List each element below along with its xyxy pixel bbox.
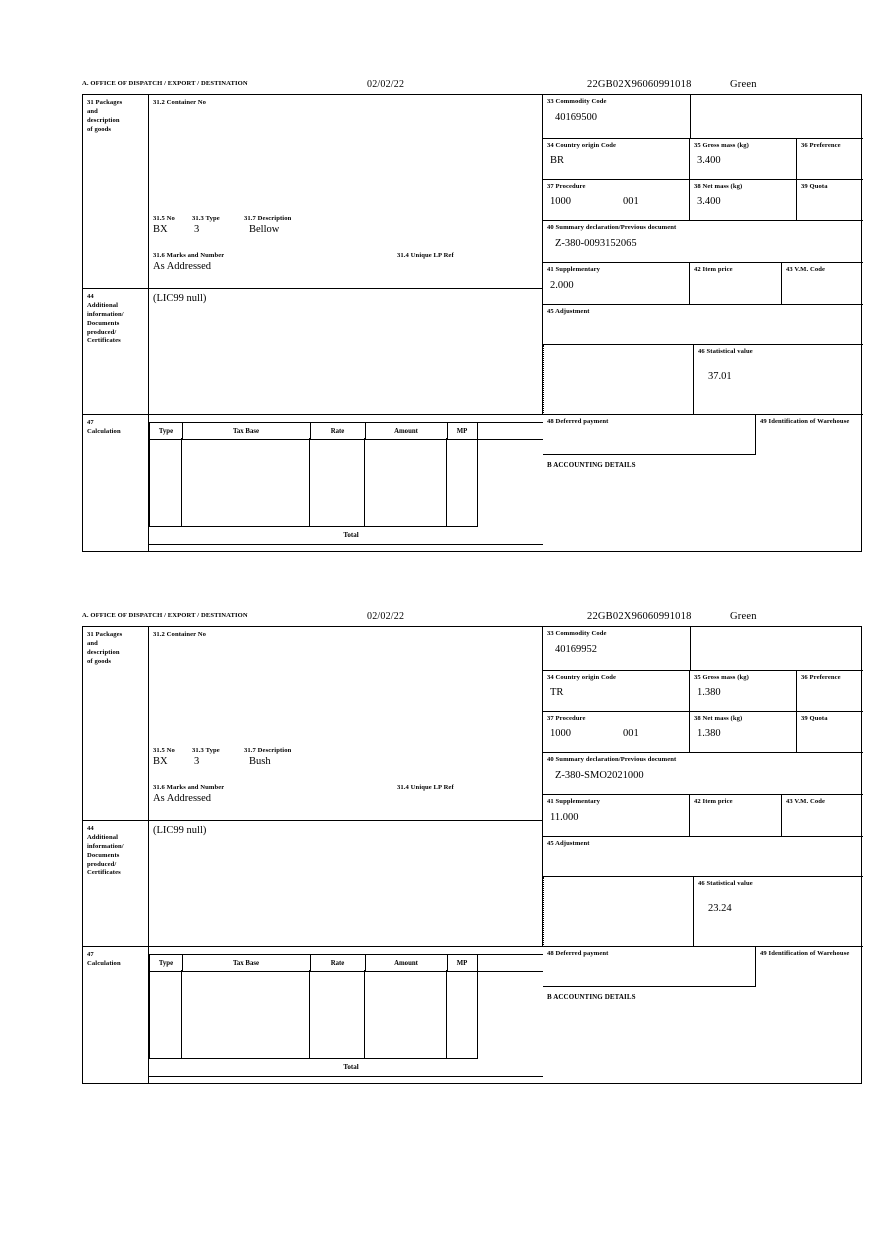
preference-label: 36 Preference: [801, 674, 841, 681]
box-44-additional-information: [149, 821, 543, 947]
box-39-quota: [797, 712, 863, 753]
box-41-supplementary: [543, 263, 690, 305]
accounting-details-label: B ACCOUNTING DETAILS: [547, 993, 636, 1001]
box-49-identification-warehouse: [756, 947, 863, 987]
box-31-label: 31 Packages and description of goods: [83, 627, 149, 821]
box-45-adjustment: [543, 305, 863, 345]
procedure-value-1: 1000: [550, 196, 571, 207]
container-no-label: 31.2 Container No: [153, 631, 207, 638]
commodity-code-label: 33 Commodity Code: [547, 98, 607, 105]
form-header: [82, 78, 862, 94]
calculation-total-label: Total: [343, 531, 359, 539]
commodity-code-value: 40169500: [555, 112, 597, 123]
packages-no-label: 31.5 No: [153, 747, 175, 754]
box-44-label: 44 Additional information/ Documents produced/ Certificates: [83, 289, 149, 415]
unique-lp-ref-label: 31.4 Unique LP Ref: [397, 784, 454, 791]
country-origin-value: TR: [550, 687, 564, 698]
box-38-net-mass: [690, 712, 797, 753]
adjustment-label: 45 Adjustment: [547, 840, 590, 847]
box-39-quota: [797, 180, 863, 221]
unique-lp-ref-label: 31.4 Unique LP Ref: [397, 252, 454, 259]
gross-mass-label: 35 Gross mass (kg): [694, 674, 749, 681]
box-33-commodity-code: [543, 95, 863, 139]
column-header-mp: MP: [447, 423, 478, 439]
box-38-net-mass: [690, 180, 797, 221]
box-43-vm-code: [782, 263, 863, 305]
column-header-type: Type: [150, 955, 183, 971]
packages-description-label: 31.7 Description: [244, 747, 292, 754]
declaration-date: 02/02/22: [367, 611, 405, 622]
route-status: Green: [730, 79, 757, 90]
box-43-vm-code: [782, 795, 863, 837]
marks-and-number-value: As Addressed: [153, 793, 212, 804]
box-45-adjustment: [543, 837, 863, 877]
identification-warehouse-label: 49 Identification of Warehouse: [760, 950, 850, 957]
item-price-label: 42 Item price: [694, 798, 733, 805]
route-status: Green: [730, 611, 757, 622]
item-price-label: 42 Item price: [694, 266, 733, 273]
box-46-statistical-value-row: [543, 345, 863, 415]
box-33-commodity-code: [543, 627, 863, 671]
box-47-label: 47 Calculation: [83, 947, 149, 1084]
box-31-label: 31 Packages and description of goods: [83, 95, 149, 289]
calculation-total-row: [149, 526, 543, 545]
country-origin-label: 34 Country origin Code: [547, 674, 617, 681]
packages-description-label: 31.7 Description: [244, 215, 292, 222]
packages-description-value: Bush: [249, 756, 271, 767]
box-36-preference: [797, 139, 863, 180]
net-mass-value: 1.380: [697, 728, 721, 739]
box-40-summary-declaration: [543, 221, 863, 263]
summary-declaration-value: Z-380-0093152065: [555, 238, 637, 249]
office-of-dispatch-label: A. OFFICE OF DISPATCH / EXPORT / DESTINATION: [82, 80, 248, 87]
column-header-tax-base: Tax Base: [182, 423, 311, 439]
quota-label: 39 Quota: [801, 183, 828, 190]
form-header: [82, 610, 862, 626]
quota-label: 39 Quota: [801, 715, 828, 722]
box-48-deferred-payment: [543, 415, 756, 455]
box-48-deferred-payment: [543, 947, 756, 987]
box-47-calculation-table: [149, 415, 543, 552]
accounting-details-label: B ACCOUNTING DETAILS: [547, 461, 636, 469]
column-header-amount: Amount: [365, 955, 448, 971]
box-42-item-price: [690, 795, 782, 837]
calculation-total-label: Total: [343, 1063, 359, 1071]
office-of-dispatch-label: A. OFFICE OF DISPATCH / EXPORT / DESTINATION: [82, 612, 248, 619]
packages-type-label: 31.3 Type: [192, 215, 220, 222]
calculation-body: [149, 438, 478, 527]
column-header-mp: MP: [447, 955, 478, 971]
commodity-code-label: 33 Commodity Code: [547, 630, 607, 637]
vm-code-label: 43 V.M. Code: [786, 266, 826, 273]
customs-declaration-form-item-2: [82, 610, 862, 1084]
box-35-gross-mass: [690, 671, 797, 712]
country-origin-value: BR: [550, 155, 565, 166]
box-42-item-price: [690, 263, 782, 305]
box-31-goods-description: [149, 95, 543, 289]
supplementary-label: 41 Supplementary: [547, 798, 601, 805]
declaration-box: [82, 626, 862, 1084]
calculation-body: [149, 970, 478, 1059]
commodity-code-value: 40169952: [555, 644, 597, 655]
column-header-rate: Rate: [310, 955, 366, 971]
box-40-summary-declaration: [543, 753, 863, 795]
additional-information-value: (LIC99 null): [153, 293, 207, 304]
box-35-gross-mass: [690, 139, 797, 180]
customs-declaration-form-item-1: [82, 78, 862, 552]
summary-declaration-label: 40 Summary declaration/Previous document: [547, 224, 677, 231]
box-49-identification-warehouse: [756, 415, 863, 455]
marks-and-number-value: As Addressed: [153, 261, 212, 272]
gross-mass-label: 35 Gross mass (kg): [694, 142, 749, 149]
supplementary-value: 11.000: [550, 812, 579, 823]
box-31-goods-description: [149, 627, 543, 821]
country-origin-label: 34 Country origin Code: [547, 142, 617, 149]
box-34-country-origin: [543, 139, 690, 180]
declaration-date: 02/02/22: [367, 79, 405, 90]
container-no-label: 31.2 Container No: [153, 99, 207, 106]
packages-no-value: BX: [153, 224, 168, 235]
box-46-statistical-value-row: [543, 877, 863, 947]
packages-type-value: 3: [194, 756, 200, 767]
box-b-accounting-details: [543, 987, 863, 1084]
net-mass-label: 38 Net mass (kg): [694, 715, 743, 722]
packages-no-label: 31.5 No: [153, 215, 175, 222]
net-mass-value: 3.400: [697, 196, 721, 207]
procedure-value-1: 1000: [550, 728, 571, 739]
statistical-value-label: 46 Statistical value: [698, 880, 753, 887]
box-36-preference: [797, 671, 863, 712]
box-46-statistical-value: [693, 345, 863, 415]
packages-type-value: 3: [194, 224, 200, 235]
net-mass-label: 38 Net mass (kg): [694, 183, 743, 190]
movement-reference-number: 22GB02X96060991018: [587, 79, 692, 90]
procedure-value-2: 001: [623, 728, 639, 739]
adjustment-label: 45 Adjustment: [547, 308, 590, 315]
packages-no-value: BX: [153, 756, 168, 767]
movement-reference-number: 22GB02X96060991018: [587, 611, 692, 622]
box-44-additional-information: [149, 289, 543, 415]
supplementary-value: 2.000: [550, 280, 574, 291]
preference-label: 36 Preference: [801, 142, 841, 149]
statistical-value-amount: 23.24: [708, 903, 732, 914]
declaration-box: [82, 94, 862, 552]
column-header-rate: Rate: [310, 423, 366, 439]
summary-declaration-value: Z-380-SMO2021000: [555, 770, 644, 781]
additional-information-value: (LIC99 null): [153, 825, 207, 836]
vm-code-label: 43 V.M. Code: [786, 798, 826, 805]
summary-declaration-label: 40 Summary declaration/Previous document: [547, 756, 677, 763]
box-44-label: 44 Additional information/ Documents produced/ Certificates: [83, 821, 149, 947]
column-header-tax-base: Tax Base: [182, 955, 311, 971]
packages-type-label: 31.3 Type: [192, 747, 220, 754]
supplementary-label: 41 Supplementary: [547, 266, 601, 273]
box-37-procedure: [543, 180, 690, 221]
calculation-total-row: [149, 1058, 543, 1077]
procedure-label: 37 Procedure: [547, 715, 586, 722]
identification-warehouse-label: 49 Identification of Warehouse: [760, 418, 850, 425]
column-header-amount: Amount: [365, 423, 448, 439]
statistical-value-amount: 37.01: [708, 371, 732, 382]
gross-mass-value: 3.400: [697, 155, 721, 166]
packages-description-value: Bellow: [249, 224, 280, 235]
deferred-payment-label: 48 Deferred payment: [547, 950, 609, 957]
box-41-supplementary: [543, 795, 690, 837]
gross-mass-value: 1.380: [697, 687, 721, 698]
box-37-procedure: [543, 712, 690, 753]
statistical-value-label: 46 Statistical value: [698, 348, 753, 355]
column-header-type: Type: [150, 423, 183, 439]
box-46-statistical-value: [693, 877, 863, 947]
marks-and-number-label: 31.6 Marks and Number: [153, 784, 225, 791]
procedure-label: 37 Procedure: [547, 183, 586, 190]
box-34-country-origin: [543, 671, 690, 712]
marks-and-number-label: 31.6 Marks and Number: [153, 252, 225, 259]
deferred-payment-label: 48 Deferred payment: [547, 418, 609, 425]
box-47-label: 47 Calculation: [83, 415, 149, 552]
box-47-calculation-table: [149, 947, 543, 1084]
box-b-accounting-details: [543, 455, 863, 552]
procedure-value-2: 001: [623, 196, 639, 207]
